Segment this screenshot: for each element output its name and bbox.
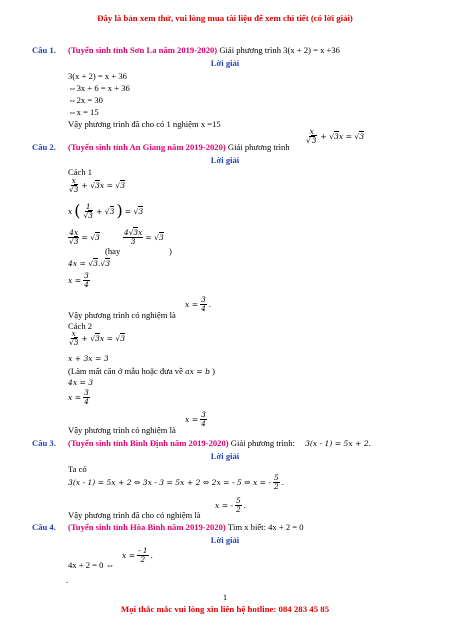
question-source: (Tuyển sinh tỉnh Sơn La năm 2019-2020)	[68, 45, 218, 55]
q3-intro: Ta có	[68, 464, 87, 474]
hay-label: (hay	[105, 246, 121, 256]
q2-conclusion-2: Vậy phương trình có nghiệm là	[68, 425, 176, 435]
question-number: Câu 2.	[32, 142, 56, 152]
q2-m1-line-1: $\frac{x}{√3}$ + √3x = √3	[69, 176, 126, 194]
question-prompt: Giải phương trình	[227, 142, 290, 152]
q4-answer-lhs: 4x + 2 = 0 ⇔	[68, 560, 115, 570]
q1-conclusion: Vậy phương trình đã cho có 1 nghiệm x =15	[68, 119, 221, 129]
q2-m2-line-3: 4x = 3	[68, 378, 94, 387]
q2-m2-line-1: $\frac{x}{√3}$ + √3x = √3	[69, 329, 126, 347]
chain-text: 3(x - 1) = 5x + 2 ⇔ 3x - 3 = 5x + 2 ⇔ 2x = - 5 ⇔ x = -	[68, 477, 271, 487]
note-equation: ax = b	[185, 367, 210, 376]
question-4-header	[32, 522, 56, 533]
q2-m1-line-4: 4x = √3.√3	[68, 259, 111, 268]
q2-m1-line-5: x = $\frac{3}{4}$	[68, 271, 89, 289]
q2-m1-line-3: $\frac{4x}{√3}$ = √3	[69, 228, 100, 246]
question-prompt: Giải phương trình:	[230, 438, 295, 448]
q3-conclusion: Vậy phương trình đã cho có nghiệm là	[68, 510, 201, 520]
question-prompt: Giải phương trình 3(x + 2) = x +36	[219, 45, 340, 55]
q4-answer: x = $\frac{- 1}{2}$ .	[122, 546, 153, 564]
q1-step-4: ⇔x = 15	[68, 107, 99, 117]
q3-chain: 3(x - 1) = 5x + 2 ⇔ 3x - 3 = 5x + 2 ⇔ 2x = - 5 ⇔ x = - $\frac{5}{2}$ .	[68, 473, 284, 491]
question-source: (Tuyển sinh tỉnh An Giang năm 2019-2020)	[68, 142, 226, 152]
q2-answer-2: x = $\frac{3}{4}$	[185, 410, 206, 428]
method-1-label: Cách 1	[68, 167, 93, 177]
close-paren: )	[169, 246, 172, 256]
q1-step-2: ⇔3x + 6 = x + 36	[68, 83, 130, 93]
q2-m1-alt: $\frac{4√3x}{3}$ = √3	[124, 228, 164, 246]
page-number: 1	[222, 592, 228, 602]
question-1-header	[32, 45, 56, 56]
q1-step-3: ⇔2x = 30	[68, 95, 103, 105]
q2-m2-line-2: x + 3x = 3	[68, 354, 109, 363]
question-2-header	[32, 142, 56, 153]
question-2-title	[68, 142, 290, 153]
q2-conclusion-1: Vậy phương trình có nghiệm là	[68, 310, 176, 320]
method-2-label: Cách 2	[68, 321, 93, 331]
note-text: (Làm mất căn ở mẫu hoặc đưa về	[68, 366, 183, 376]
trailing-dot: .	[66, 575, 69, 585]
question-source: (Tuyển sinh tỉnh Bình Định năm 2019-2020)	[68, 438, 229, 448]
question-3-title: (Tuyển sinh tỉnh Bình Định năm 2019-2020) Giải phương trình: 3(x - 1) = 5x + 2.	[68, 438, 371, 448]
q2-answer-1: x = $\frac{3}{4}$ .	[185, 295, 211, 313]
hotline-notice: Mọi thắc mắc vui lòng xin liên hệ hotline: 084 283 45 85	[120, 604, 330, 614]
q3-answer: x = - $\frac{5}{2}$ .	[215, 496, 246, 514]
question-number: Câu 4.	[32, 522, 56, 532]
solution-label: Lời giải	[210, 451, 240, 461]
prompt-equation: 3(x - 1) = 5x + 2	[305, 439, 369, 448]
note-close: )	[212, 366, 215, 376]
question-source: (Tuyển sinh tỉnh Hòa Bình năm 2019-2020)	[68, 522, 226, 532]
q2-note	[68, 366, 215, 377]
question-4-title	[68, 522, 304, 533]
preview-notice: Đây là bản xem thử, vui lòng mua tài liệu để xem chi tiết (có lời giải)	[97, 13, 353, 23]
solution-label: Lời giải	[210, 58, 240, 68]
question-prompt: Tìm x biết: 4x + 2 = 0	[227, 522, 304, 532]
question-number: Câu 1.	[32, 45, 56, 55]
q2-m1-line-2: x ( $\frac{1}{√3}$ + √3 ) = √3	[68, 201, 144, 221]
solution-label: Lời giải	[210, 535, 240, 545]
question-number: Câu 3.	[32, 438, 56, 448]
question-1-title	[68, 45, 340, 56]
q1-step-1: 3(x + 2) = x + 36	[68, 71, 127, 81]
question-3-header	[32, 438, 56, 449]
q2-m2-line-4: x = $\frac{3}{4}$	[68, 388, 89, 406]
solution-label: Lời giải	[210, 155, 240, 165]
q2-equation: $\frac{x}{√3}$ + √3x = √3	[306, 127, 365, 145]
